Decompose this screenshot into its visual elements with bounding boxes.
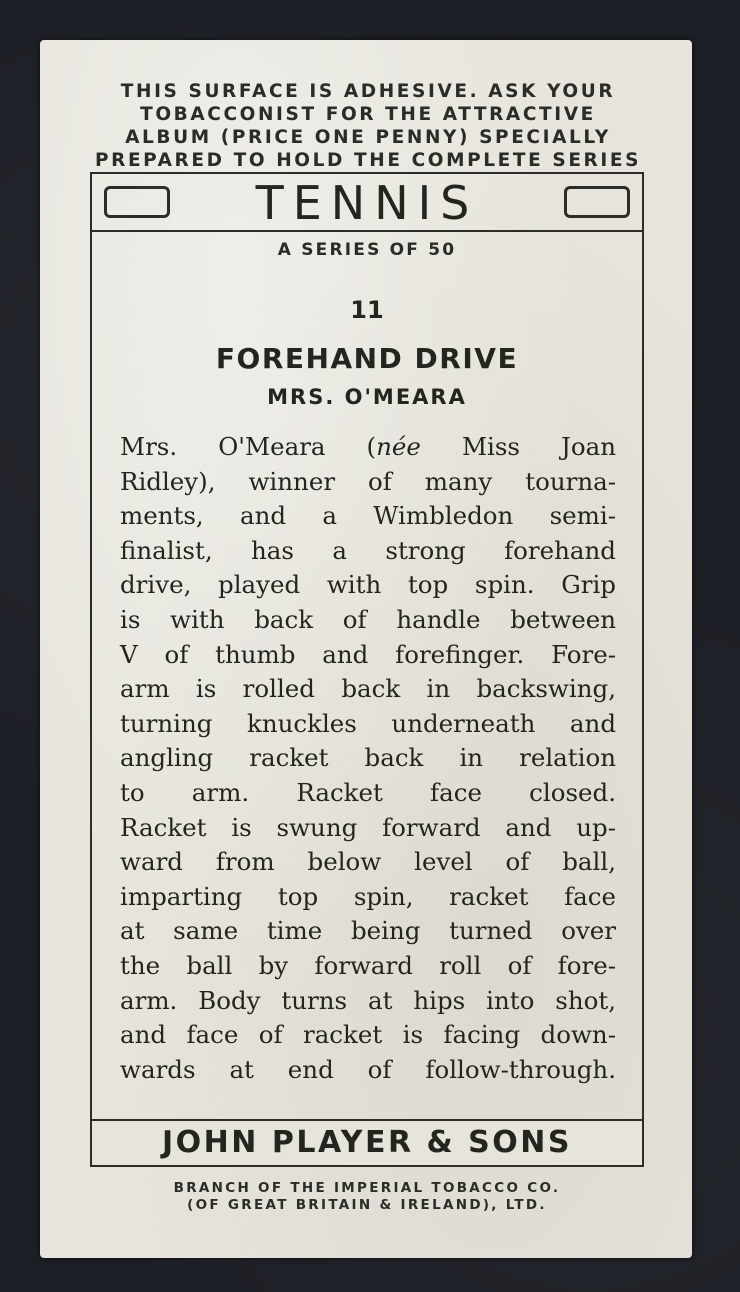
title-band bbox=[92, 174, 642, 232]
adhesive-notice-line: TOBACCONIST FOR THE ATTRACTIVE bbox=[140, 104, 596, 125]
body-line: finalist, has a strong forehand bbox=[120, 535, 616, 565]
card-number: 11 bbox=[350, 296, 384, 324]
nee-italic: née bbox=[376, 432, 421, 461]
adhesive-notice bbox=[88, 80, 648, 172]
text-frame bbox=[90, 172, 644, 1166]
body-line: Ridley), winner of many tourna- bbox=[120, 466, 616, 496]
title-ornament-left bbox=[104, 186, 170, 218]
branch-line: BRANCH OF THE IMPERIAL TOBACCO CO. bbox=[173, 1180, 561, 1196]
branch-notice bbox=[80, 1180, 654, 1214]
maker-band bbox=[90, 1119, 644, 1167]
body-line: to arm. Racket face closed. bbox=[120, 777, 616, 807]
adhesive-notice-line: THIS SURFACE IS ADHESIVE. ASK YOUR bbox=[120, 81, 616, 102]
body-line: V of thumb and forefinger. Fore- bbox=[120, 639, 616, 669]
body-line: is with back of handle between bbox=[120, 604, 616, 634]
body-line: arm is rolled back in backswing, bbox=[120, 674, 616, 704]
body-text bbox=[120, 430, 616, 1087]
body-line: Mrs. O'Meara (née Miss Joan bbox=[120, 432, 616, 461]
maker-name: JOHN PLAYER & SONS bbox=[162, 1125, 572, 1160]
body-line: the ball by forward roll of fore- bbox=[120, 950, 616, 980]
body-line: at same time being turned over bbox=[120, 916, 616, 946]
body-line: Racket is swung forward and up- bbox=[120, 812, 616, 842]
title-ornament-right bbox=[564, 186, 630, 218]
adhesive-notice-line: PREPARED TO HOLD THE COMPLETE SERIES bbox=[94, 150, 642, 171]
card-title: TENNIS bbox=[255, 176, 479, 230]
body-line: ward from below level of ball, bbox=[120, 847, 616, 877]
adhesive-notice-line: ALBUM (PRICE ONE PENNY) SPECIALLY bbox=[125, 127, 611, 148]
cigarette-card bbox=[40, 40, 692, 1258]
body-line: drive, played with top spin. Grip bbox=[120, 570, 616, 600]
body-line: angling racket back in relation bbox=[120, 743, 616, 773]
series-label: A SERIES OF 50 bbox=[277, 240, 457, 260]
branch-line: (OF GREAT BRITAIN & IRELAND), LTD. bbox=[187, 1197, 547, 1213]
card-subheading: MRS. O'MEARA bbox=[267, 385, 467, 409]
body-line: and face of racket is facing down- bbox=[120, 1020, 616, 1050]
body-line: wards at end of follow-through. bbox=[120, 1054, 616, 1084]
body-line: imparting top spin, racket face bbox=[120, 881, 616, 911]
card-heading: FOREHAND DRIVE bbox=[215, 342, 519, 375]
body-line: ments, and a Wimbledon semi- bbox=[120, 501, 616, 531]
body-line: turning knuckles underneath and bbox=[120, 708, 616, 738]
body-line: arm. Body turns at hips into shot, bbox=[120, 985, 616, 1015]
